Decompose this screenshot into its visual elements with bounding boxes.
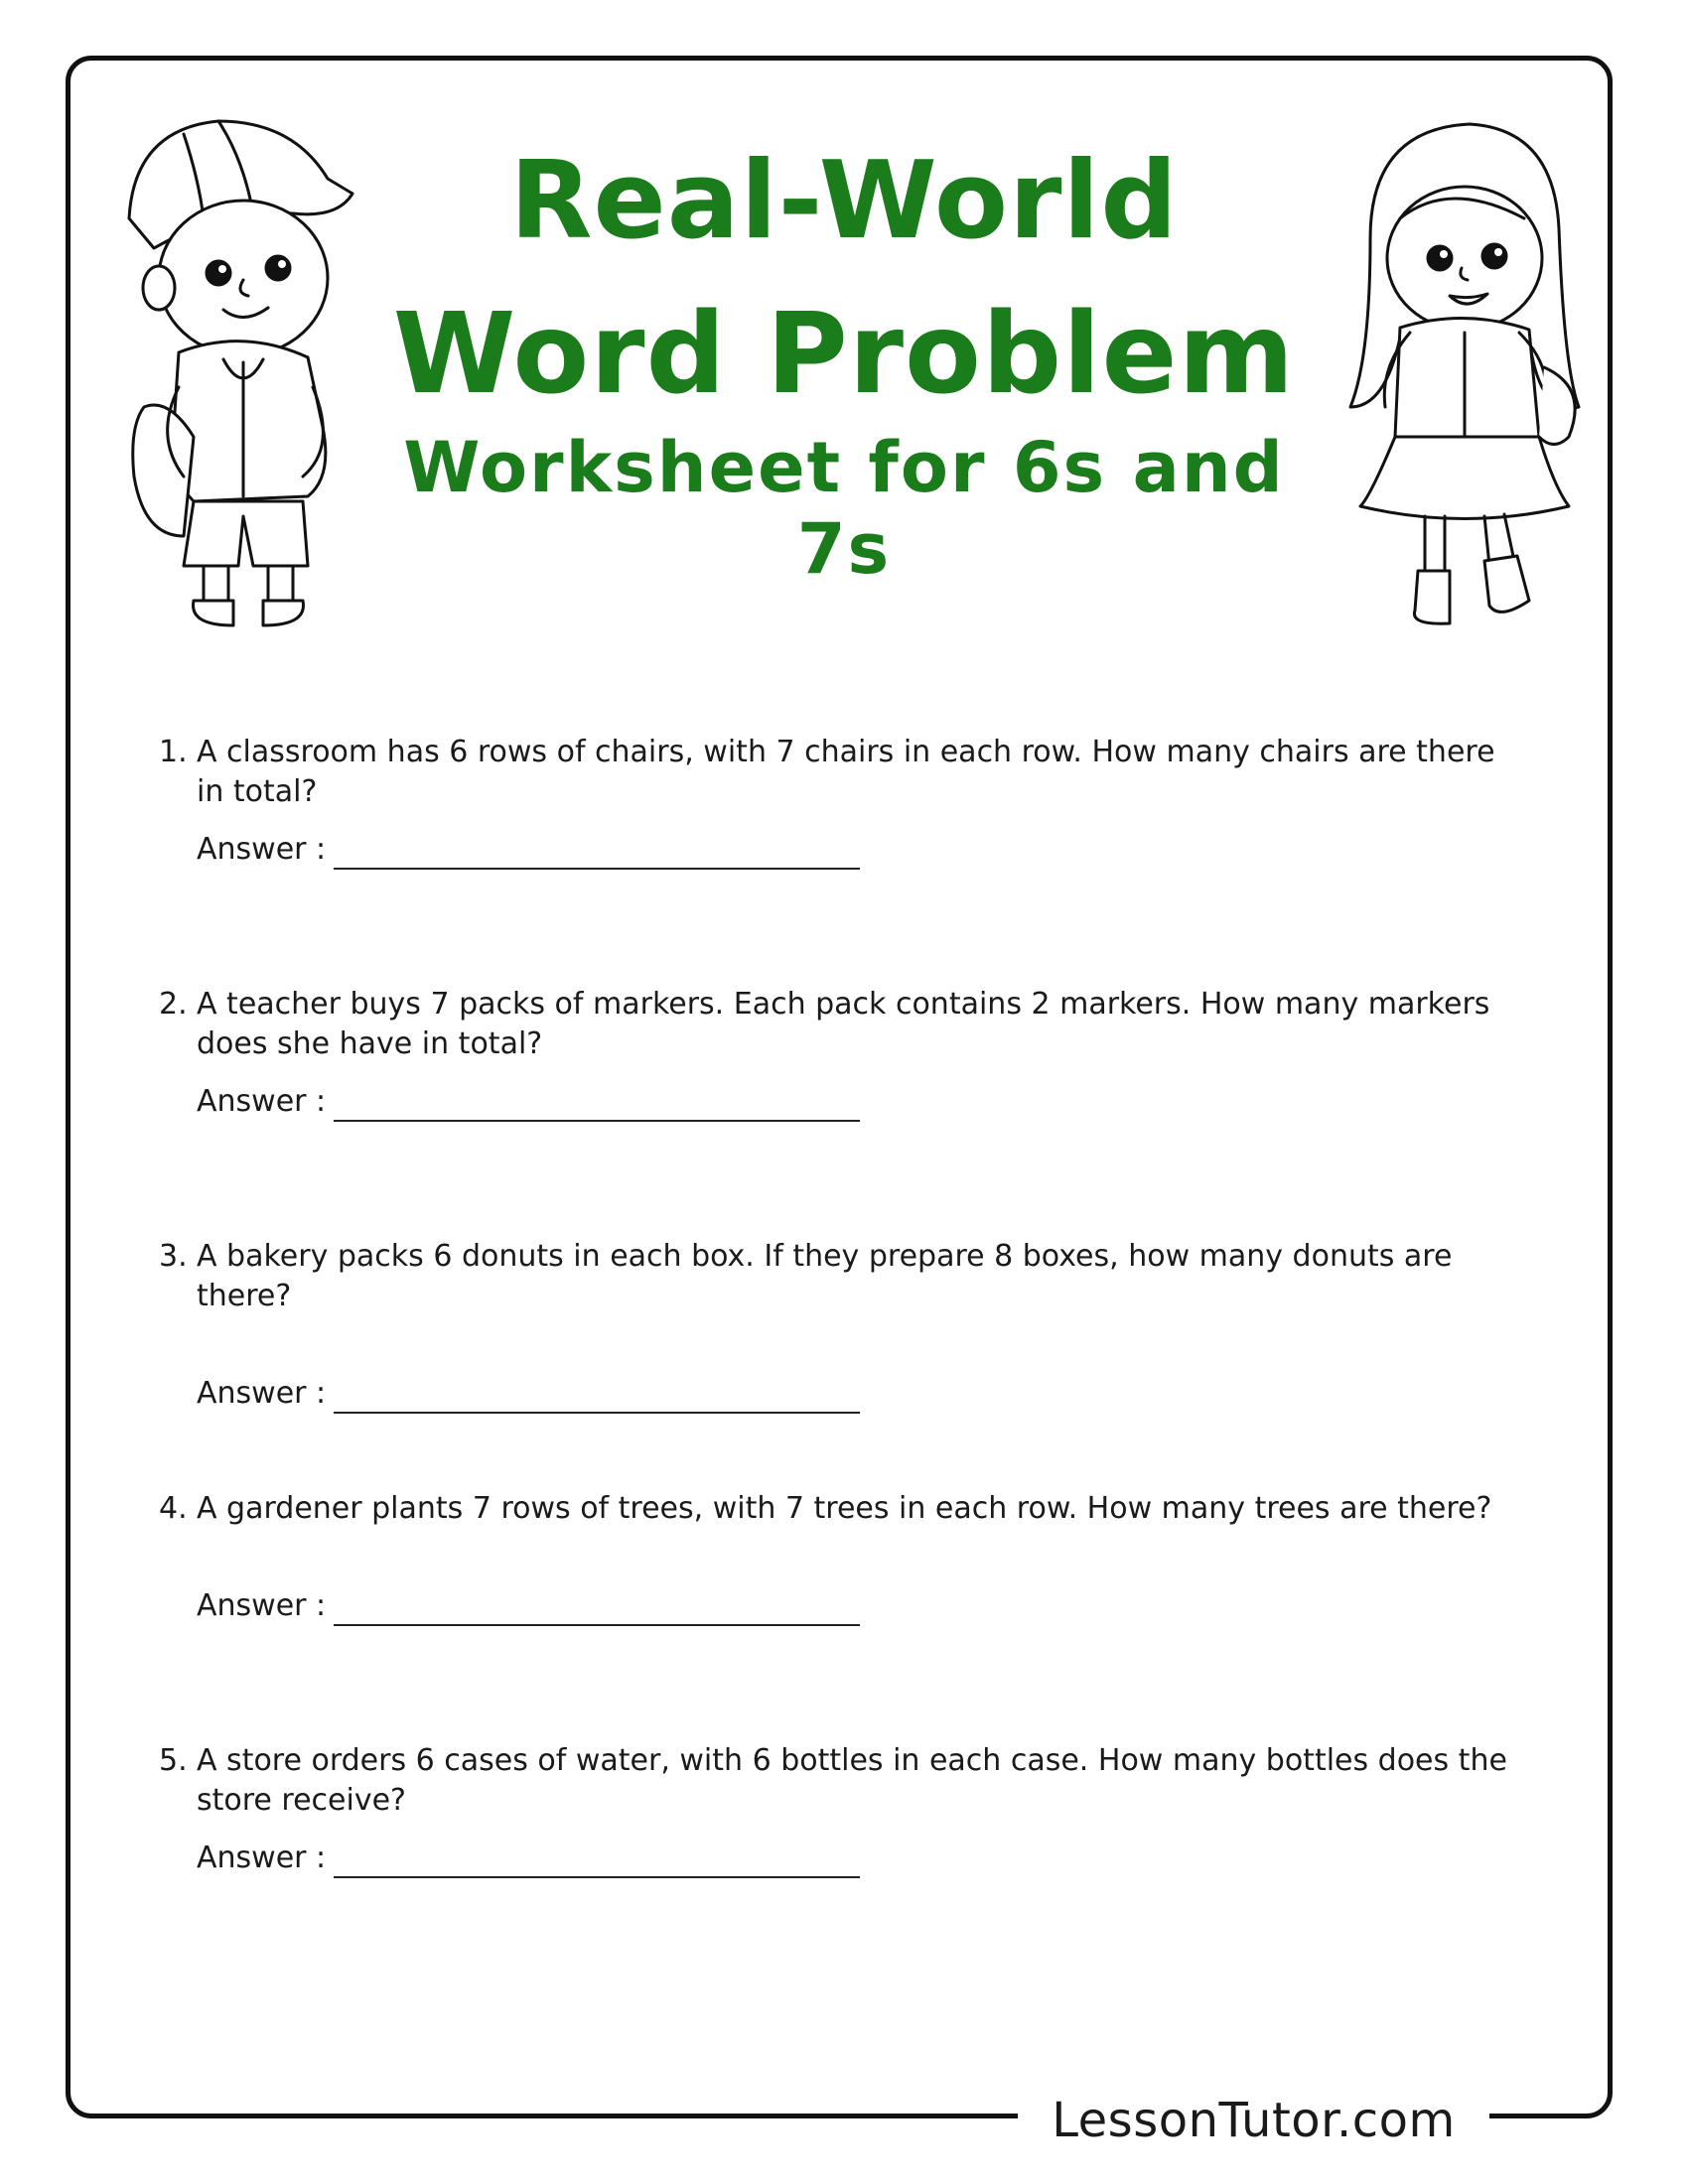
question-text: A gardener plants 7 rows of trees, with 7 trees in each row. How many trees are there?	[197, 1491, 1492, 1526]
question-text: A store orders 6 cases of water, with 6 bottles in each case. How many bottles does the store receive?	[197, 1743, 1507, 1818]
answer-blank-line[interactable]	[334, 838, 860, 870]
question-number: 4.	[159, 1491, 188, 1526]
answer-label: Answer :	[197, 1084, 327, 1119]
question-text: A bakery packs 6 donuts in each box. If they prepare 8 boxes, how many donuts are there?	[197, 1239, 1453, 1313]
girl-with-backpack-illustration	[1340, 109, 1594, 635]
question-number: 2.	[159, 987, 188, 1022]
question-1	[159, 733, 1509, 870]
answer-label: Answer :	[197, 1376, 327, 1411]
title-line-3: Worksheet for 6s and 7s	[403, 427, 1285, 590]
answer-row	[197, 1586, 1509, 1626]
answer-label: Answer :	[197, 1588, 327, 1623]
question-number: 3.	[159, 1239, 188, 1274]
answer-row	[197, 1839, 1509, 1878]
answer-blank-line[interactable]	[334, 1846, 860, 1878]
title-line-1: Real-World	[509, 139, 1179, 263]
answer-row	[197, 830, 1509, 870]
question-5	[159, 1741, 1509, 1878]
answer-label: Answer :	[197, 832, 327, 867]
answer-blank-line[interactable]	[334, 1090, 860, 1122]
answer-row	[197, 1374, 1509, 1414]
question-text: A classroom has 6 rows of chairs, with 7 chairs in each row. How many chairs are there in total?	[197, 735, 1495, 809]
question-3	[159, 1237, 1509, 1414]
footer-site-name: LessonTutor.com	[1052, 2093, 1456, 2148]
title-line-2: Word Problem	[392, 290, 1296, 419]
question-number: 5.	[159, 1743, 188, 1778]
question-2	[159, 985, 1509, 1122]
boy-with-backpack-illustration	[124, 99, 362, 635]
question-4	[159, 1489, 1509, 1626]
question-text: A teacher buys 7 packs of markers. Each pack contains 2 markers. How many markers does she have in total?	[197, 987, 1490, 1061]
answer-row	[197, 1082, 1509, 1122]
answer-label: Answer :	[197, 1841, 327, 1875]
answer-blank-line[interactable]	[334, 1382, 860, 1414]
question-number: 1.	[159, 735, 188, 769]
footer	[1018, 2091, 1489, 2150]
answer-blank-line[interactable]	[334, 1594, 860, 1626]
